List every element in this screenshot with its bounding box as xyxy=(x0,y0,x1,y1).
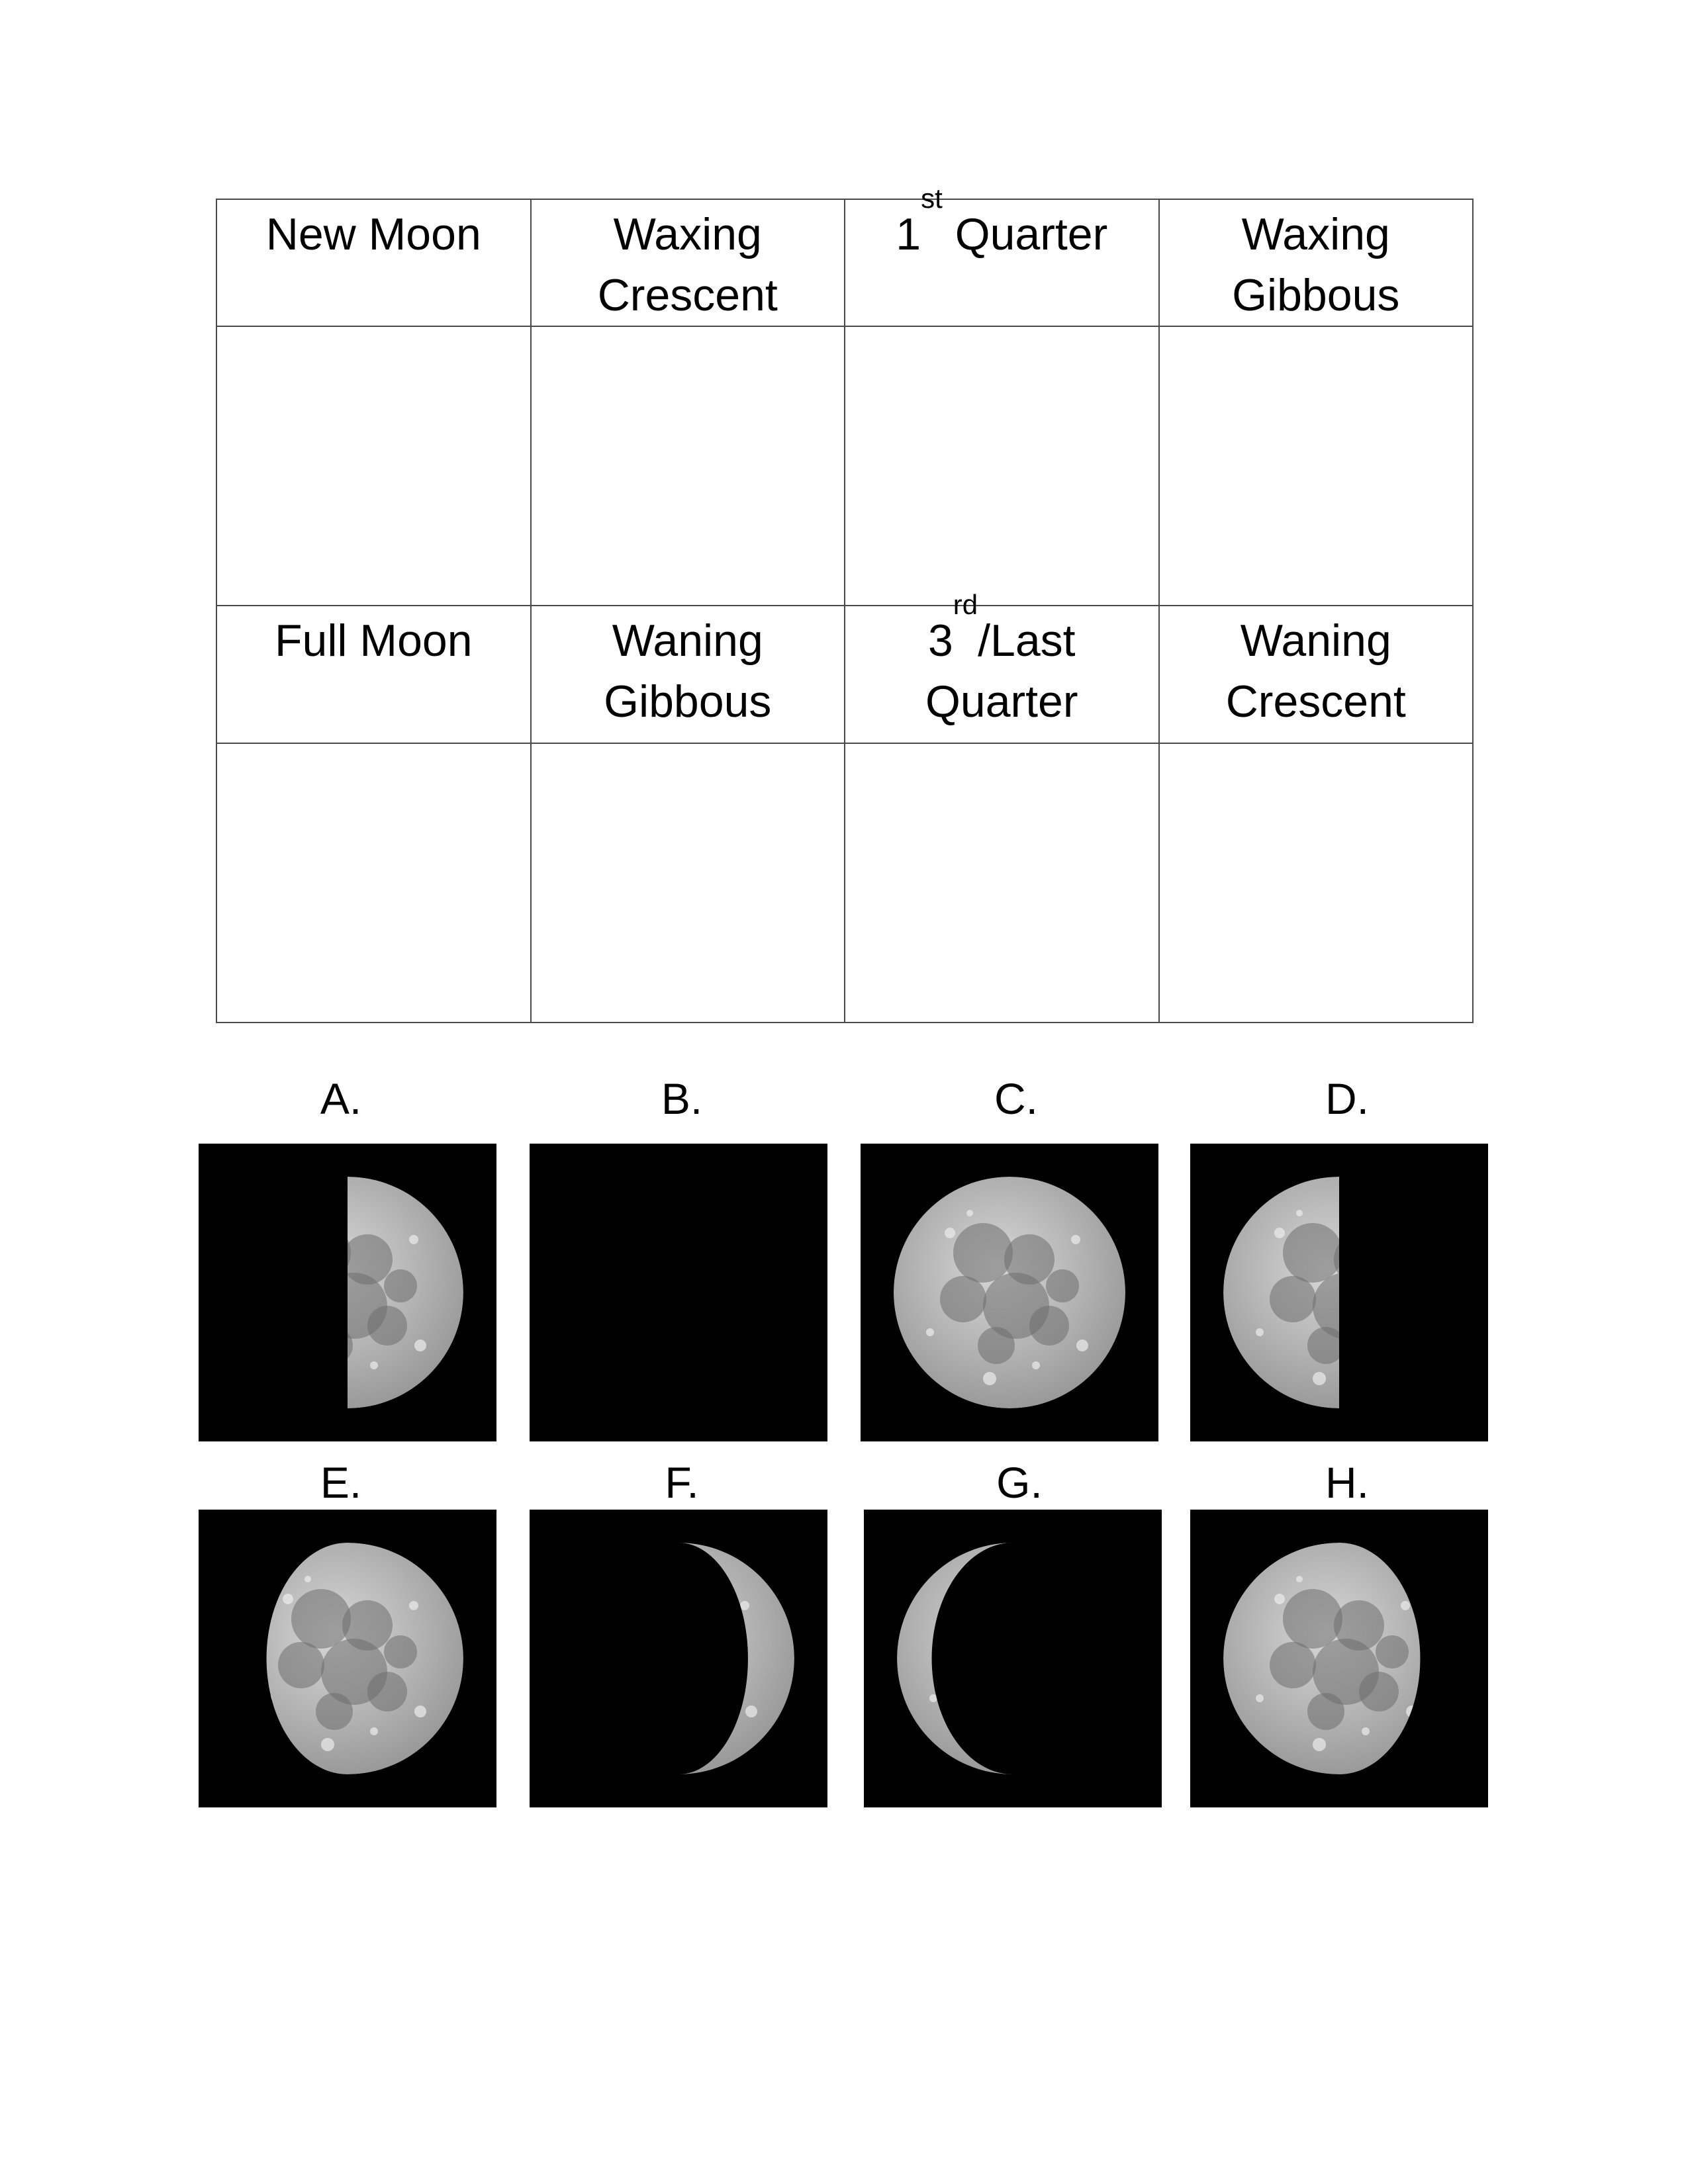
choice-letter-b: B. xyxy=(661,1074,703,1123)
moon-image xyxy=(199,1144,496,1441)
cell-label: Waxing Gibbous xyxy=(1232,209,1400,320)
choice-letter-d: D. xyxy=(1325,1074,1369,1123)
cell-waxing-gibbous xyxy=(1159,199,1474,326)
cell-label: /Last Quarter xyxy=(925,615,1078,727)
answer-cell[interactable] xyxy=(1159,326,1474,606)
moon-image xyxy=(1190,1144,1488,1441)
answer-cell[interactable] xyxy=(1159,743,1474,1023)
choice-letter-c: C. xyxy=(994,1074,1038,1123)
moon-image xyxy=(861,1144,1158,1441)
cell-label: Waning Gibbous xyxy=(604,615,772,727)
answer-cell[interactable] xyxy=(216,743,531,1023)
cell-label: Quarter xyxy=(955,209,1108,259)
moon-phase-table xyxy=(216,183,1474,1023)
answer-cell[interactable] xyxy=(531,743,845,1023)
moon-photo-g[interactable] xyxy=(864,1510,1162,1807)
cell-waning-gibbous xyxy=(531,606,845,743)
cell-label: New Moon xyxy=(265,209,481,259)
cell-third-quarter xyxy=(845,589,1159,743)
cell-new-moon xyxy=(216,199,531,326)
choice-letter-g: G. xyxy=(996,1458,1043,1507)
moon-photo-e[interactable] xyxy=(199,1510,496,1807)
cell-waxing-crescent xyxy=(531,199,845,326)
moon-photo-c[interactable] xyxy=(861,1144,1158,1441)
answer-cell[interactable] xyxy=(845,326,1159,606)
cell-full-moon xyxy=(216,606,531,743)
cell-label: Waning Crescent xyxy=(1225,615,1406,727)
moon-image xyxy=(530,1144,827,1441)
cell-label-number: 3 xyxy=(927,615,953,666)
answer-cell[interactable] xyxy=(531,326,845,606)
answer-cell[interactable] xyxy=(845,743,1159,1023)
moon-photo-b[interactable] xyxy=(530,1144,827,1441)
table-row xyxy=(216,199,1473,326)
cell-label-superscript: rd xyxy=(953,589,978,620)
moon-photo-d[interactable] xyxy=(1190,1144,1488,1441)
table-row xyxy=(216,326,1473,606)
moon-photo-h[interactable] xyxy=(1190,1510,1488,1807)
cell-waning-crescent xyxy=(1159,606,1474,743)
cell-label: Waxing Crescent xyxy=(597,209,778,320)
choice-letter-a: A. xyxy=(320,1074,362,1123)
moon-image xyxy=(864,1510,1162,1807)
moon-photo-a[interactable] xyxy=(199,1144,496,1441)
cell-label-number: 1 xyxy=(896,209,921,259)
cell-label-superscript: st xyxy=(921,183,943,214)
table-row xyxy=(216,743,1473,1023)
moon-image xyxy=(530,1510,827,1807)
moon-image xyxy=(1190,1510,1488,1807)
cell-label: Full Moon xyxy=(274,615,473,666)
choice-letter-f: F. xyxy=(665,1458,699,1507)
moon-image xyxy=(199,1510,496,1807)
cell-first-quarter xyxy=(845,183,1159,326)
answer-cell[interactable] xyxy=(216,326,531,606)
table-row xyxy=(216,606,1473,743)
choice-letter-e: E. xyxy=(320,1458,362,1507)
moon-photo-f[interactable] xyxy=(530,1510,827,1807)
choice-letter-h: H. xyxy=(1325,1458,1369,1507)
